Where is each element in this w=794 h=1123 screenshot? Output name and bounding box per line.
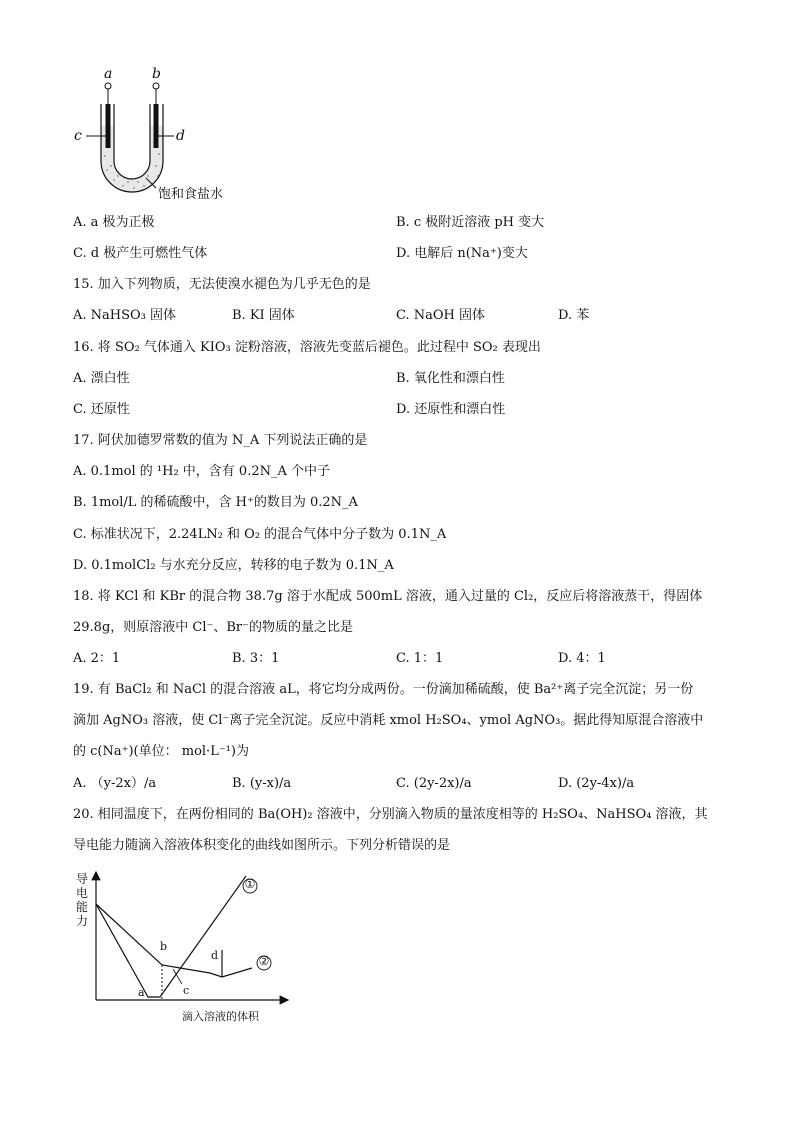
q15-option-a: A. NaHSO₃ 固体	[73, 308, 177, 323]
curve-2	[96, 904, 252, 977]
q20-stem-line1: 20. 相同温度下，在两份相同的 Ba(OH)₂ 溶液中，分别滴入物质的量浓度相等的 H₂SO₄、NaHSO₄ 溶液，其	[73, 807, 708, 822]
q14-option-d: D. 电解后 n(Na⁺)变大	[396, 246, 528, 261]
q15-option-c: C. NaOH 固体	[396, 308, 486, 323]
q16-option-b: B. 氧化性和漂白性	[396, 371, 505, 386]
q19-stem-line1: 19. 有 BaCl₂ 和 NaCl 的混合溶液 aL，将它均分成两份。一份滴加稀硫酸，使 Ba²⁺离子完全沉淀；另一份	[73, 682, 694, 697]
q15-option-b: B. KI 固体	[232, 308, 295, 323]
q19-option-c: C. (2y-2x)/a	[396, 776, 472, 791]
q18-option-a: A. 2：1	[73, 651, 121, 666]
label-b: b	[152, 66, 161, 82]
electrode-d	[154, 104, 159, 148]
q20-stem-line2: 导电能力随滴入溶液体积变化的曲线如图所示。下列分析错误的是	[73, 838, 451, 853]
q17-option-b: B. 1mol/L 的稀硫酸中，含 H⁺的数目为 0.2N_A	[73, 495, 358, 510]
conductivity-graph	[70, 866, 310, 1026]
q15-stem: 15. 加入下列物质，无法使溴水褪色为几乎无色的是	[73, 277, 371, 292]
conductivity-figure	[70, 866, 310, 1026]
point-c-label: c	[183, 984, 190, 997]
q14-option-a: A. a 极为正极	[73, 215, 155, 230]
q17-option-c: C. 标准状况下，2.24LN₂ 和 O₂ 的混合气体中分子数为 0.1N_A	[73, 527, 447, 542]
q18-option-d: D. 4：1	[558, 651, 606, 666]
terminal-a	[105, 83, 111, 89]
point-d-label: d	[211, 949, 219, 962]
q16-option-d: D. 还原性和漂白性	[396, 402, 506, 417]
u-tube-inner-wall	[114, 104, 150, 179]
electrode-c	[106, 104, 111, 148]
q19-option-d: D. (2y-4x)/a	[558, 776, 635, 791]
q18-stem-line1: 18. 将 KCl 和 KBr 的混合物 38.7g 溶于水配成 500mL 溶液，通入过量的 Cl₂，反应后将溶液蒸干，得固体	[73, 589, 703, 604]
q15-option-d: D. 苯	[558, 308, 590, 323]
x-axis-label: 滴入溶液的体积	[182, 1010, 259, 1023]
q18-stem-line2: 29.8g，则原溶液中 Cl⁻、Br⁻的物质的量之比是	[73, 620, 353, 635]
label-d: d	[176, 128, 185, 144]
q19-stem-line2: 滴加 AgNO₃ 溶液，使 Cl⁻离子完全沉淀。反应中消耗 xmol H₂SO₄、ymol AgNO₃。据此得知原混合溶液中	[73, 713, 704, 728]
q19-option-a: A. （y-2x）/a	[73, 776, 157, 791]
q18-option-c: C. 1：1	[396, 651, 444, 666]
q16-option-a: A. 漂白性	[73, 371, 130, 386]
curve-1-label: ①	[244, 877, 256, 891]
q14-option-b: B. c 极附近溶液 pH 变大	[396, 215, 545, 230]
terminal-b	[153, 83, 159, 89]
curve-1	[96, 876, 246, 997]
y-axis-label: 导电能力	[76, 872, 89, 928]
point-b-label: b	[160, 940, 168, 953]
solution-label: 饱和食盐水	[158, 187, 224, 202]
q16-stem: 16. 将 SO₂ 气体通入 KIO₃ 淀粉溶液，溶液先变蓝后褪色。此过程中 SO₂ 表现出	[73, 340, 541, 355]
q19-option-b: B. (y-x)/a	[232, 776, 292, 791]
q16-option-c: C. 还原性	[73, 402, 130, 417]
label-a: a	[104, 66, 113, 82]
point-a-label: a	[138, 986, 145, 999]
q17-option-a: A. 0.1mol 的 ¹H₂ 中，含有 0.2N_A 个中子	[73, 464, 330, 479]
label-c: c	[74, 128, 82, 144]
curve-2-label: ②	[258, 954, 270, 968]
q17-option-d: D. 0.1molCl₂ 与水充分反应，转移的电子数为 0.1N_A	[73, 558, 394, 573]
q19-stem-line3: 的 c(Na⁺)(单位： mol·L⁻¹)为	[73, 744, 249, 759]
q14-option-c: C. d 极产生可燃性气体	[73, 246, 208, 261]
q18-option-b: B. 3：1	[232, 651, 280, 666]
electrolysis-figure	[68, 66, 268, 206]
q17-stem: 17. 阿伏加德罗常数的值为 N_A 下列说法正确的是	[73, 433, 368, 448]
